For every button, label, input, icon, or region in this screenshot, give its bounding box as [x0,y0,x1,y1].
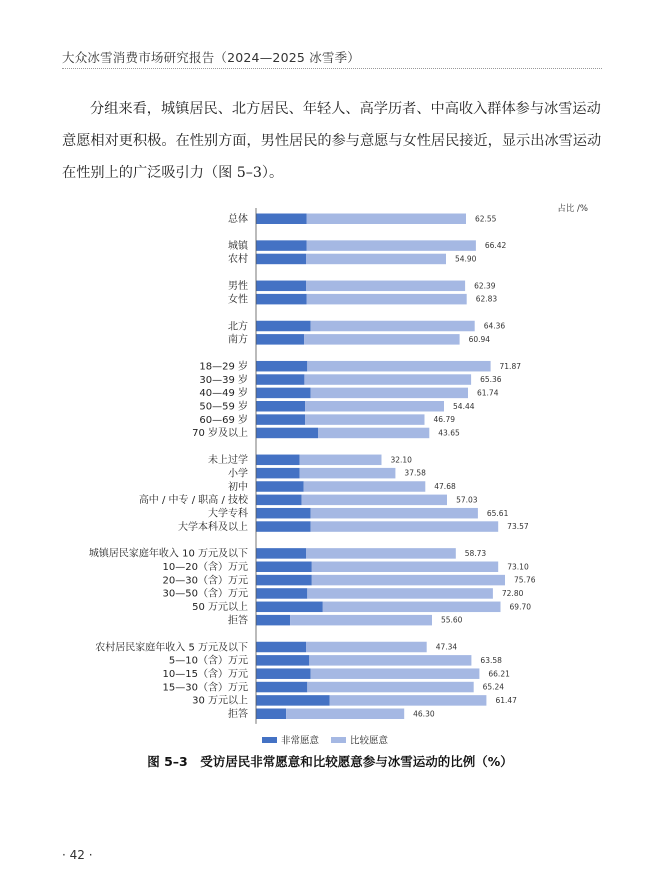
bar-very-willing [256,575,312,586]
bar-very-willing [256,455,300,466]
bar-fairly-willing [302,495,447,506]
data-label: 66.21 [488,669,510,679]
bar-very-willing [256,588,307,599]
bar-fairly-willing [311,668,480,679]
category-label: 农村 [228,254,248,266]
data-label: 62.55 [474,214,497,224]
data-label: 47.34 [435,642,458,652]
bar-very-willing [256,562,312,573]
category-label: 20—30（含）万元 [162,575,248,587]
category-label: 农村居民家庭年收入 5 万元及以下 [95,642,248,654]
category-label: 30 万元以上 [192,695,248,707]
category-label: 10—15（含）万元 [162,668,248,680]
bar-fairly-willing [290,615,432,626]
data-label: 69.70 [509,602,532,612]
bar-very-willing [256,214,307,225]
data-label: 71.87 [499,361,522,371]
data-label: 66.42 [484,241,507,251]
bar-very-willing [256,495,302,506]
data-label: 65.24 [482,682,505,692]
category-label: 大学本科及以上 [178,521,248,533]
category-label: 未上过学 [208,455,248,467]
data-label: 73.57 [507,522,529,532]
bar-very-willing [256,615,290,626]
data-label: 54.90 [454,254,477,264]
data-label: 65.61 [486,508,509,518]
category-label: 大学专科 [208,508,248,520]
bar-very-willing [256,254,306,265]
bar-very-willing [256,709,286,720]
bar-very-willing [256,388,311,399]
bar-fairly-willing [311,388,468,399]
bar-very-willing [256,414,305,425]
bar-fairly-willing [323,602,501,613]
data-label: 61.47 [495,695,517,705]
category-label: 30—39 岁 [199,374,248,386]
bar-very-willing [256,321,311,332]
bar-fairly-willing [304,334,459,345]
bar-very-willing [256,602,323,613]
bar-fairly-willing [311,521,499,532]
bar-very-willing [256,361,307,372]
data-label: 54.44 [453,401,475,411]
category-label: 拒答 [228,709,248,720]
category-label: 70 岁及以上 [192,428,248,440]
data-label: 57.03 [456,495,478,505]
data-label: 32.10 [390,455,412,465]
bar-very-willing [256,294,307,305]
bar-fairly-willing [330,695,487,706]
page-number: · 42 · [62,848,93,862]
category-label: 60—69 岁 [199,414,248,426]
category-label: 15—30（含）万元 [162,682,248,694]
running-header: 大众冰雪消费市场研究报告（2024—2025 冰雪季） [62,50,360,65]
bar-fairly-willing [306,254,446,265]
data-label: 55.60 [440,615,463,625]
legend-label-very-willing: 非常愿意 [281,735,320,747]
data-label: 64.36 [483,321,506,331]
bar-very-willing [256,521,311,532]
category-label: 18—29 岁 [199,361,248,373]
data-label: 46.79 [433,415,456,425]
category-label: 50 万元以上 [192,602,248,614]
data-label: 62.39 [474,281,496,291]
data-label: 58.73 [464,548,487,558]
data-label: 61.74 [477,388,499,398]
category-label: 总体 [228,214,248,225]
category-label: 男性 [228,281,248,293]
bar-very-willing [256,374,304,385]
data-label: 62.83 [475,294,498,304]
category-label: 城镇居民家庭年收入 10 万元及以下 [88,548,248,560]
bar-fairly-willing [307,240,476,251]
bar-fairly-willing [300,455,382,466]
bar-very-willing [256,695,330,706]
category-label: 女性 [228,294,248,306]
bar-fairly-willing [304,374,471,385]
bar-fairly-willing [286,709,404,720]
bar-fairly-willing [300,468,396,479]
bar-fairly-willing [307,361,490,372]
data-label: 47.68 [434,482,456,492]
legend-swatch-very-willing [262,737,277,743]
bar-very-willing [256,468,300,479]
bar-very-willing [256,240,307,251]
bar-fairly-willing [306,642,427,653]
unit-label: 占比 /% [557,204,588,214]
category-label: 北方 [228,321,248,333]
category-label: 高中 / 中专 / 职高 / 技校 [138,495,248,507]
bar-fairly-willing [304,481,426,492]
category-label: 小学 [228,468,248,480]
category-label: 5—10（含）万元 [168,655,248,667]
bar-fairly-willing [305,401,444,412]
bar-very-willing [256,668,311,679]
data-label: 72.80 [501,589,524,598]
bar-fairly-willing [306,281,465,292]
bar-very-willing [256,548,306,559]
bar-very-willing [256,334,304,345]
bar-very-willing [256,481,304,492]
bar-fairly-willing [309,655,471,666]
category-label: 50—59 岁 [199,401,248,413]
bar-fairly-willing [311,321,475,332]
category-label: 40—49 岁 [199,388,248,400]
category-label: 30—50（含）万元 [162,588,248,600]
paragraph-text: 分组来看，城镇居民、北方居民、年轻人、高学历者、中高收入群体参与冰雪运动意愿相对更积极。在性别方面，男性居民的参与意愿与女性居民接近，显示出冰雪运动在性别上的广泛吸引力（图 5–3）。 [62,101,602,181]
category-label: 拒答 [228,615,248,627]
bar-very-willing [256,508,311,519]
bar-very-willing [256,401,305,412]
data-label: 65.36 [480,375,502,385]
figure-caption: 图 5–3 受访居民非常愿意和比较愿意参与冰雪运动的比例（%） [147,754,513,769]
bar-very-willing [256,642,306,653]
bar-very-willing [256,655,309,666]
bar-fairly-willing [307,588,493,599]
data-label: 75.76 [514,575,536,585]
data-label: 37.58 [404,468,426,478]
bar-fairly-willing [307,214,467,225]
bar-very-willing [256,281,306,292]
bar-fairly-willing [318,428,429,439]
bar-fairly-willing [306,548,456,559]
data-label: 63.58 [480,655,502,665]
category-label: 10—20（含）万元 [162,562,248,573]
bar-fairly-willing [307,294,467,305]
legend-swatch-fairly-willing [331,737,346,743]
category-label: 南方 [228,334,248,346]
bar-very-willing [256,682,307,693]
data-label: 43.65 [438,428,460,438]
bar-fairly-willing [312,575,505,586]
bar-very-willing [256,428,318,439]
legend-label-fairly-willing: 比较愿意 [350,735,389,747]
bar-fairly-willing [305,414,424,425]
bar-fairly-willing [307,682,473,693]
data-label: 60.94 [468,334,491,344]
category-label: 初中 [228,481,248,493]
data-label: 73.10 [507,562,529,572]
category-label: 城镇 [228,240,248,252]
bar-fairly-willing [312,562,498,573]
bar-fairly-willing [311,508,478,519]
data-label: 46.30 [413,709,435,719]
